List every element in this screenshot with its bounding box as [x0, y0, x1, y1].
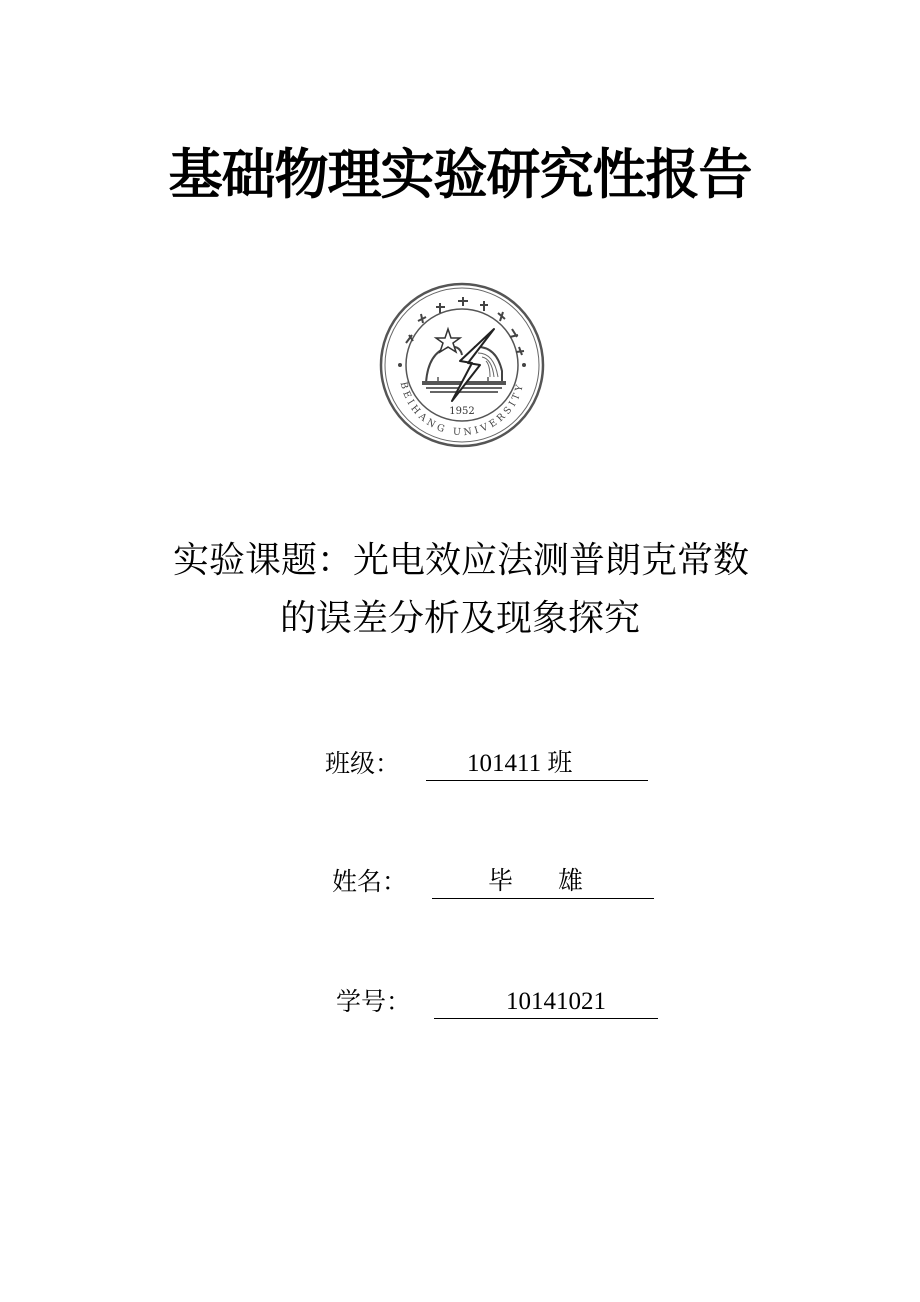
- university-seal: [378, 281, 546, 449]
- class-value: 101411 班: [467, 750, 573, 777]
- subject-block: [0, 532, 920, 648]
- name-value-surname: 毕: [488, 868, 514, 895]
- class-field: [325, 744, 655, 784]
- seal-year: 1952: [449, 406, 475, 417]
- name-field: [332, 862, 662, 902]
- student-id-value-line: [434, 982, 658, 1019]
- subject-line-2: 的误差分析及现象探究: [279, 598, 640, 639]
- name-value-given: 雄: [558, 868, 584, 895]
- class-label: 班级：: [325, 749, 401, 778]
- student-id-label: 学号：: [336, 987, 412, 1016]
- name-label: 姓名：: [332, 867, 408, 896]
- name-value-line: [432, 862, 654, 899]
- class-value-line: [426, 744, 648, 781]
- student-id-value: 10141021: [506, 988, 606, 1015]
- subject-line-1: 实验课题：光电效应法测普朗克常数: [172, 540, 749, 581]
- seal-english-text: BEIHANG UNIVERSITY: [397, 380, 527, 439]
- student-id-field: [336, 982, 666, 1022]
- page-title: 基础物理实验研究性报告: [168, 143, 752, 206]
